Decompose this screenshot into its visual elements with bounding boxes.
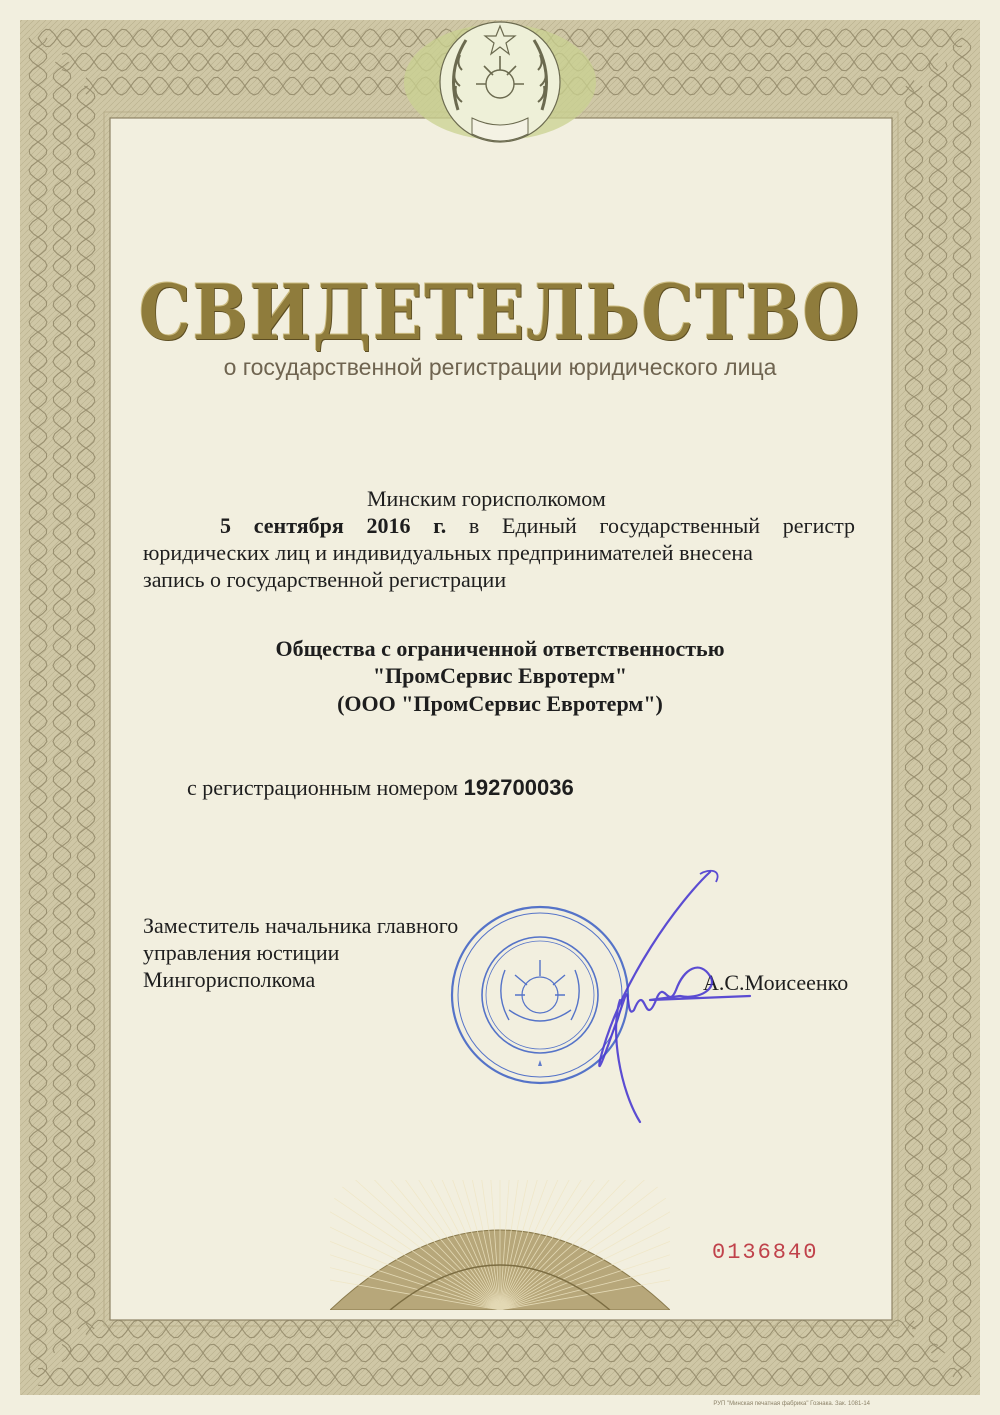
document-title: СВИДЕТЕЛЬСТВО — [138, 268, 862, 357]
handwritten-signature-icon — [560, 860, 760, 1130]
organization-name-line2: "ПромСервис Евротерм" — [372, 663, 628, 688]
guilloche-rosette-icon — [330, 1180, 670, 1310]
organization-short-name: (ООО "ПромСервис Евротерм") — [337, 691, 663, 716]
signatory-name: А.С.Моисеенко — [703, 970, 849, 995]
registration-date: 5 сентября 2016 г. — [220, 513, 447, 538]
issuing-authority: Минским горисполкомом — [367, 486, 606, 511]
signatory-position-line3: Мингорисполкома — [143, 967, 316, 992]
serial-number: 0136840 — [712, 1240, 819, 1265]
document-subtitle: о государственной регистрации юридического лица — [223, 354, 777, 380]
registration-text: в Единый государственный регистр юридических лиц и индивидуальных предпринимателей внесена — [143, 513, 855, 565]
registration-number: 192700036 — [463, 775, 574, 800]
registration-number-line — [187, 775, 574, 801]
registration-number-label: с регистрационным номером — [187, 775, 464, 800]
printer-imprint: РУП "Минская печатная фабрика" Гознака. Зак. 1081-14 — [713, 1401, 870, 1407]
signatory-position-line1: Заместитель начальника главного — [143, 913, 459, 938]
organization-name-line1: Общества с ограниченной ответственностью — [275, 636, 725, 661]
signatory-position-line2: управления юстиции — [143, 940, 340, 965]
registration-paragraph — [143, 512, 855, 593]
registration-text-end: запись о государственной регистрации — [143, 567, 507, 592]
state-emblem-icon — [400, 14, 600, 164]
